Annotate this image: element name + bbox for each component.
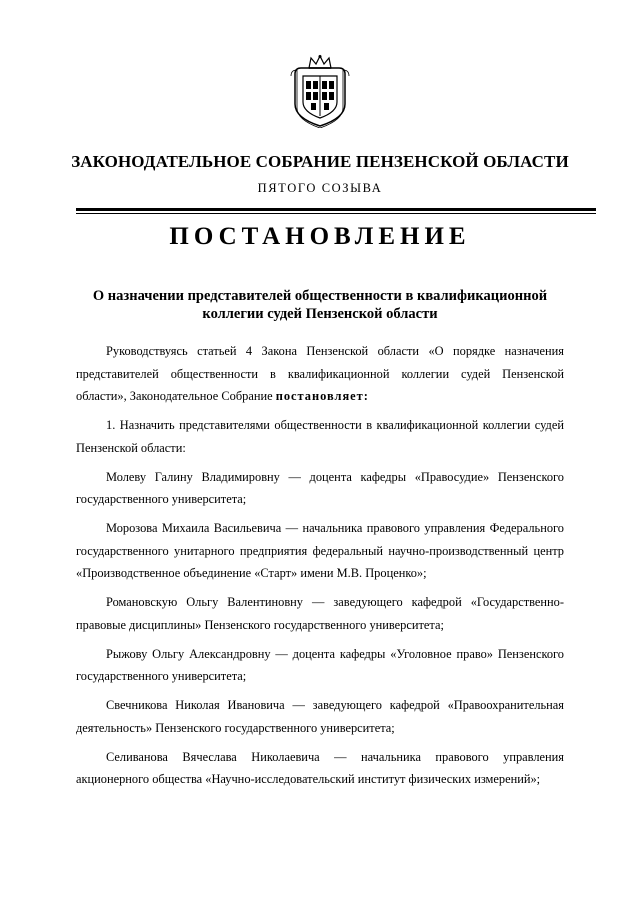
appointee-paragraph: Молеву Галину Владимировну — доцента кафедры «Правосудие» Пензенского государственного университета; [76, 469, 564, 506]
appointee-paragraph: Морозова Михаила Васильевича — начальника правового управления Федерального государственного унитарного предприятия федеральный научно-производственный центр «Производственное объединение «Старт» имени М.В. Проценко»; [76, 521, 564, 580]
appointee-paragraph: Рыжову Ольгу Александровну — доцента кафедры «Уголовное право» Пензенского государственного университета; [76, 646, 564, 683]
preamble-paragraph [76, 340, 564, 408]
resolution-title [76, 287, 564, 323]
header-divider-thick [76, 208, 596, 211]
resolution-title-line2: коллегии судей Пензенской области [202, 306, 438, 322]
point-1-paragraph: 1. Назначить представителями общественности в квалификационной коллегии судей Пензенской области: [76, 418, 564, 455]
preamble-text: Руководствуясь статьей 4 Закона Пензенской области «О порядке назначения представителей общественности в квалификационной коллегии судей Пензенской области», Законодательное Собрание [76, 344, 564, 403]
resolution-title-line1: О назначении представителей общественности в квалификационной [92, 288, 548, 304]
penza-oblast-coat-of-arms-icon [287, 54, 353, 128]
preamble-decree-word: постановляет: [275, 389, 369, 403]
appointee-paragraph: Романовскую Ольгу Валентиновну — заведующего кафедрой «Государственно-правовые дисциплины» Пензенского государственного университета; [76, 595, 564, 632]
appointee-paragraph: Селиванова Вячеслава Николаевича — начальника правового управления акционерного общества «Научно-исследовательский институт физических измерений»; [76, 749, 564, 786]
document-body [76, 340, 564, 797]
appointee-paragraph: Свечникова Николая Ивановича — заведующего кафедрой «Правоохранительная деятельность» Пензенского государственного университета; [76, 698, 564, 735]
header-divider-thin [76, 213, 596, 214]
document-type-heading: ПОСТАНОВЛЕНИЕ [169, 223, 471, 250]
organization-name: ЗАКОНОДАТЕЛЬНОЕ СОБРАНИЕ ПЕНЗЕНСКОЙ ОБЛАСТИ [71, 152, 569, 171]
convocation-label: ПЯТОГО СОЗЫВА [257, 181, 383, 195]
